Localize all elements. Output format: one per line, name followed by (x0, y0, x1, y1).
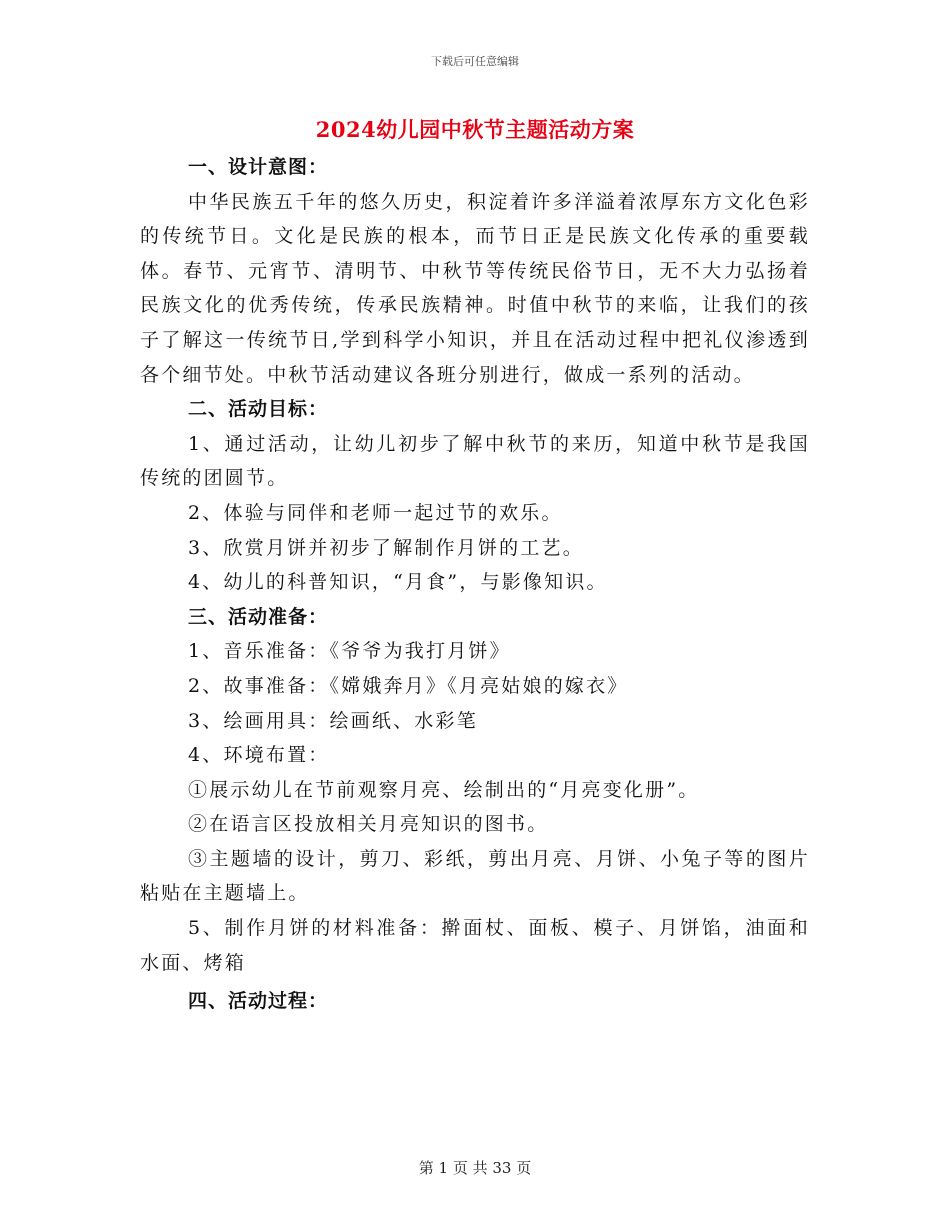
prep-item-4: 4、环境布置： (188, 744, 330, 767)
goal-item-4: 4、幼儿的科普知识，“月食”，与影像知识。 (188, 571, 608, 594)
goal-item-3: 3、欣赏月饼并初步了解制作月饼的工艺。 (188, 536, 584, 559)
prep-item-1: 1、音乐准备：《爷爷为我打月饼》 (188, 640, 511, 663)
document-body (140, 150, 810, 1019)
section-heading-preparation: 三、活动准备： (188, 605, 329, 628)
section-heading-goals: 二、活动目标： (188, 398, 329, 421)
header-note: 下载后可任意编辑 (431, 55, 519, 68)
prep-item-2: 2、故事准备：《嫦娥奔月》《月亮姑娘的嫁衣》 (188, 674, 629, 697)
document-title: 2024幼儿园中秋节主题活动方案 (315, 117, 635, 142)
goal-item-1: 1、通过活动，让幼儿初步了解中秋节的来历，知道中秋节是我国传统的团圆节。 (140, 432, 810, 490)
section-heading-design-intent: 一、设计意图： (188, 156, 329, 178)
prep-subitem-3: ③主题墙的设计，剪刀、彩纸，剪出月亮、月饼、小兔子等的图片粘贴在主题墙上。 (140, 847, 810, 905)
goal-item-2: 2、体验与同伴和老师一起过节的欢乐。 (188, 501, 563, 524)
section-heading-process: 四、活动过程： (188, 990, 329, 1013)
page-footer: 第 1 页 共 33 页 (418, 1159, 532, 1177)
prep-subitem-2: ②在语言区投放相关月亮知识的图书。 (188, 813, 549, 836)
prep-item-5: 5、制作月饼的材料准备：擀面杖、面板、模子、月饼馅，油面和水面、烤箱 (140, 917, 810, 974)
paragraph-design-intent: 中华民族五千年的悠久历史，积淀着许多洋溢着浓厚东方文化色彩的传统节日。文化是民族的根本，而节日正是民族文化传承的重要载体。春节、元宵节、清明节、中秋节等传统民俗节日，无不大力弘扬着民族文化的优秀传统，传承民族精神。时值中秋节的来临，让我们的孩子了解这一传统节日,学到科学小知识，并且在活动过程中把礼仪渗透到各个细节处。中秋节活动建议各班分别进行，做成一系列的活动。 (140, 190, 810, 386)
prep-subitem-1: ①展示幼儿在节前观察月亮、绘制出的“月亮变化册”。 (188, 778, 700, 801)
prep-item-3: 3、绘画用具：绘画纸、水彩笔 (188, 709, 478, 732)
